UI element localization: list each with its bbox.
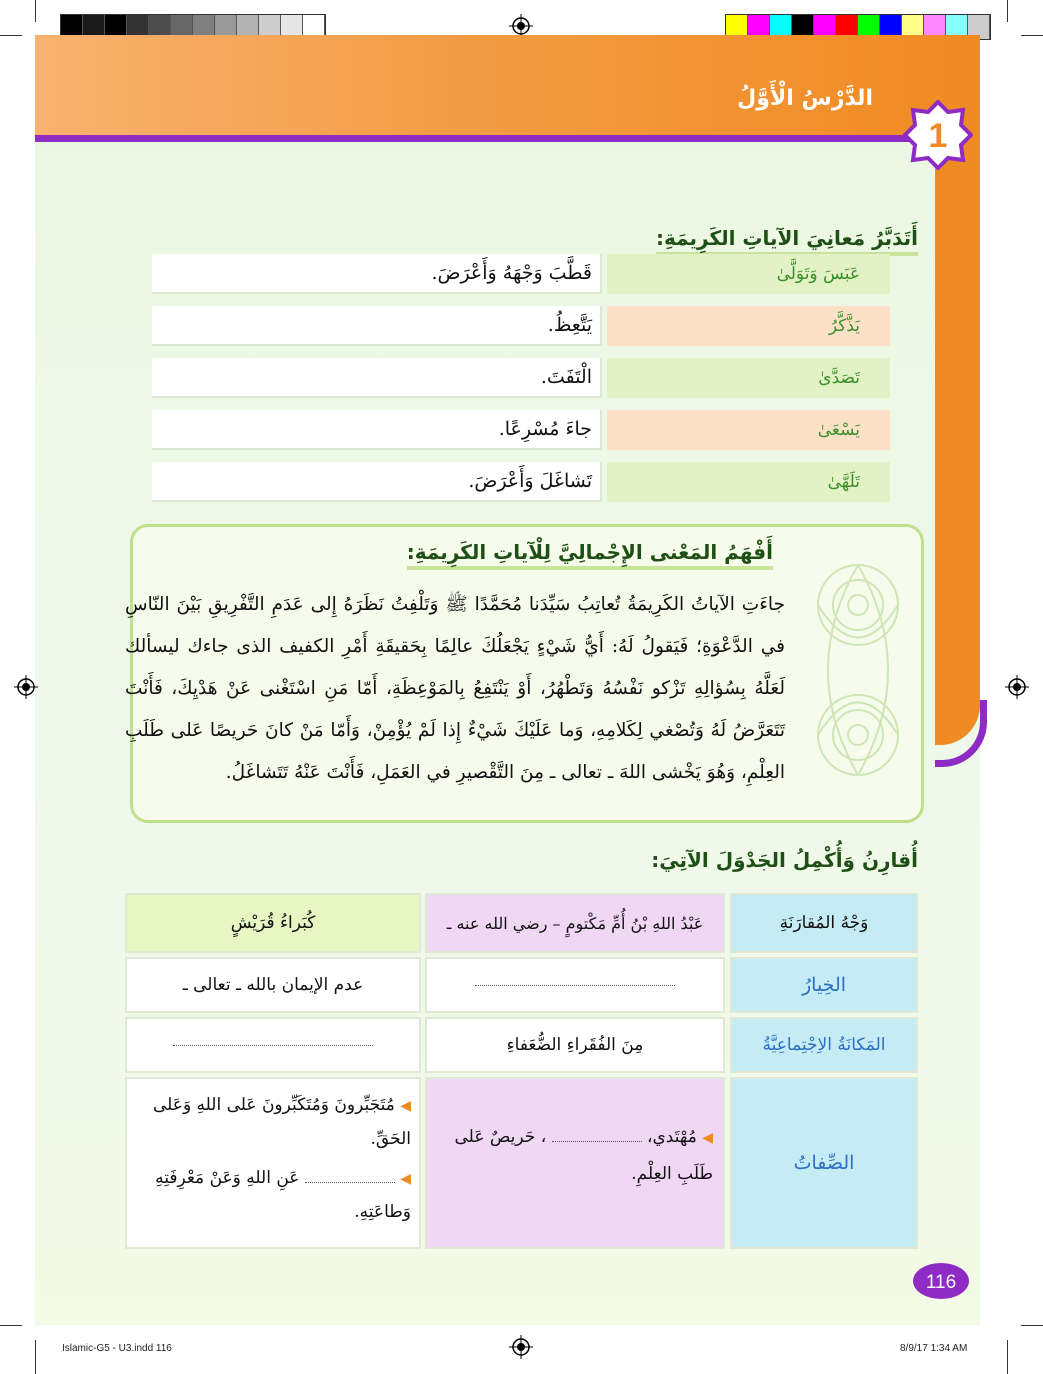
crop-mark — [1007, 0, 1008, 22]
blank-dots — [173, 1045, 373, 1046]
vocab-row — [152, 358, 890, 398]
bullet-triangle-icon: ◀ — [702, 1130, 713, 1146]
vocab-meaning: قَطَّبَ وَجْهَهُ وَأَعْرَضَ. — [152, 254, 602, 294]
quraysh-trait-text: عَنِ اللهِ وَعَنْ مَعْرِفَتِهِ — [155, 1168, 300, 1188]
answer-blank[interactable] — [125, 1017, 421, 1073]
vocab-meaning: تَشاغَلَ وَأَعْرَضَ. — [152, 462, 602, 502]
section-title-compare: أُقارِنُ وَأُكْمِلُ الجَدْوَلَ الآتِيَ: — [651, 848, 918, 872]
vocab-meaning: جاءَ مُسْرِعًا. — [152, 410, 602, 450]
crop-mark — [35, 0, 36, 22]
quraysh-trait-item — [135, 1162, 411, 1229]
registration-target-icon — [509, 1335, 533, 1359]
footer-datetime: 8/9/17 1:34 AM — [900, 1343, 968, 1354]
blank-dots — [475, 985, 675, 986]
crop-mark — [0, 35, 22, 36]
vocab-row — [152, 410, 890, 450]
row-label-choice: الخِيارُ — [730, 957, 918, 1013]
page-number: 116 — [925, 1272, 957, 1293]
crop-mark — [35, 1340, 36, 1374]
answer-blank[interactable] — [425, 957, 725, 1013]
arabesque-ornament-icon — [798, 545, 918, 800]
footer-file: Islamic-G5 - U3.indd 116 — [62, 1343, 172, 1354]
lesson-badge — [903, 100, 973, 170]
section-title-summary: أَفْهَمُ المَعْنى الإِجْمالِيَّ لِلْآياتِ الكَرِيمَةِ: — [407, 540, 773, 570]
registration-target-icon — [1005, 675, 1029, 699]
abdullah-trait-text: مُهْتَدي، — [647, 1127, 697, 1147]
row-label-status: المَكانَةُ الاِجْتِماعِيَّةُ — [730, 1017, 918, 1073]
quraysh-choice: عدم الإيمان بالله ـ تعالى ـ — [125, 957, 421, 1013]
answer-blank[interactable] — [552, 1141, 642, 1142]
registration-target-icon — [14, 675, 38, 699]
vocab-row — [152, 306, 890, 346]
quraysh-trait-item — [135, 1089, 411, 1156]
header-divider-line — [35, 135, 940, 142]
crop-mark — [1021, 1325, 1043, 1326]
answer-blank[interactable] — [305, 1182, 395, 1183]
comparison-table — [125, 893, 920, 1253]
vocab-word: يَسْعَىٰ — [607, 410, 890, 450]
vocab-word: تَلَهَّىٰ — [607, 462, 890, 502]
abdullah-status: مِنَ الفُقَراءِ الضُّعَفاءِ — [425, 1017, 725, 1073]
vocab-meaning: يَتَّعِظُ. — [152, 306, 602, 346]
table-header-abdullah: عَبْدُ اللهِ بْنُ أُمِّ مَكْتومٍ – رضي الله عنه ـ — [425, 893, 725, 953]
quraysh-trait-text: مُتَجَبِّرونَ وَمُتَكَبِّرونَ عَلى اللهِ وَعَلى الحَقِّ. — [153, 1095, 411, 1149]
side-decor-band — [935, 135, 980, 745]
crop-mark — [1007, 1340, 1008, 1374]
crop-mark — [1021, 35, 1043, 36]
table-header-quraysh: كُبَراءُ قُرَيْشٍ — [125, 893, 421, 953]
table-header-aspect: وَجْهُ المُقارَنَةِ — [730, 893, 918, 953]
crop-mark — [0, 1325, 22, 1326]
quraysh-traits — [125, 1077, 421, 1249]
abdullah-traits — [425, 1077, 725, 1249]
vocab-row — [152, 462, 890, 502]
lesson-number: 1 — [928, 117, 948, 155]
lesson-title: الدَّرْسُ الْأَوَّلُ — [737, 86, 873, 111]
summary-paragraph: جاءَتِ الآياتُ الكَرِيمَةُ تُعاتِبُ سَيِّدَنا مُحَمَّدًا ﷺ وَتَلْفِتُ نَظَرَهُ إِلى عَدَمِ التَّفْرِيقِ بَيْنَ النّاسِ في الدَّعْوَةِ؛ فَيَقولُ لَهُ: أَيُّ شَيْءٍ يَجْعَلُكَ عالِمًا بِحَقيقَةِ أَمْرِ الكفيف الذى جاءك ليسألك لَعَلَّهُ بِسُؤالِهِ تَزْكو نَفْسُهُ وَتَطْهُرُ، أَوْ يَنْتَفِعُ بِالمَوْعِظَةِ، أَمّا مَنِ اسْتَغْنى عَنْ هَدْيِكَ، فَأَنْتَ تَتَعَرَّضُ لَهُ وَتُصْغي لِكَلامِهِ، وَما عَلَيْكَ شَيْءٌ إِذا لَمْ يُؤْمِنْ، وَأَمّا مَنْ كانَ حَريصًا عَلى طَلَبِ العِلْمِ، وَهُوَ يَخْشى اللهَ ـ تعالى ـ مِنَ التَّقْصيرِ في العَمَلِ، فَأَنْتَ عَنْهُ تَتَشاغَلُ. — [125, 594, 785, 783]
vocab-word: يَذَّكَّرُ — [607, 306, 890, 346]
row-label-traits: الصِّفاتُ — [730, 1077, 918, 1249]
vocab-word: عَبَسَ وَتَوَلَّىٰ — [607, 254, 890, 294]
bullet-triangle-icon: ◀ — [400, 1098, 411, 1114]
vocab-meaning: الْتَفَتَ. — [152, 358, 602, 398]
bullet-triangle-icon: ◀ — [400, 1171, 411, 1187]
section-title-meanings: أَتَدَبَّرُ مَعانِيَ الآياتِ الكَرِيمَةِ: — [656, 226, 918, 256]
vocab-row — [152, 254, 890, 294]
page-number-badge — [912, 1262, 970, 1300]
quraysh-trait-text: وَطاعَتِهِ. — [354, 1202, 411, 1222]
abdullah-trait-text2: ، حَريصٌ عَلى طَلَبِ العِلْمِ. — [454, 1127, 713, 1184]
vocab-word: تَصَدَّىٰ — [607, 358, 890, 398]
